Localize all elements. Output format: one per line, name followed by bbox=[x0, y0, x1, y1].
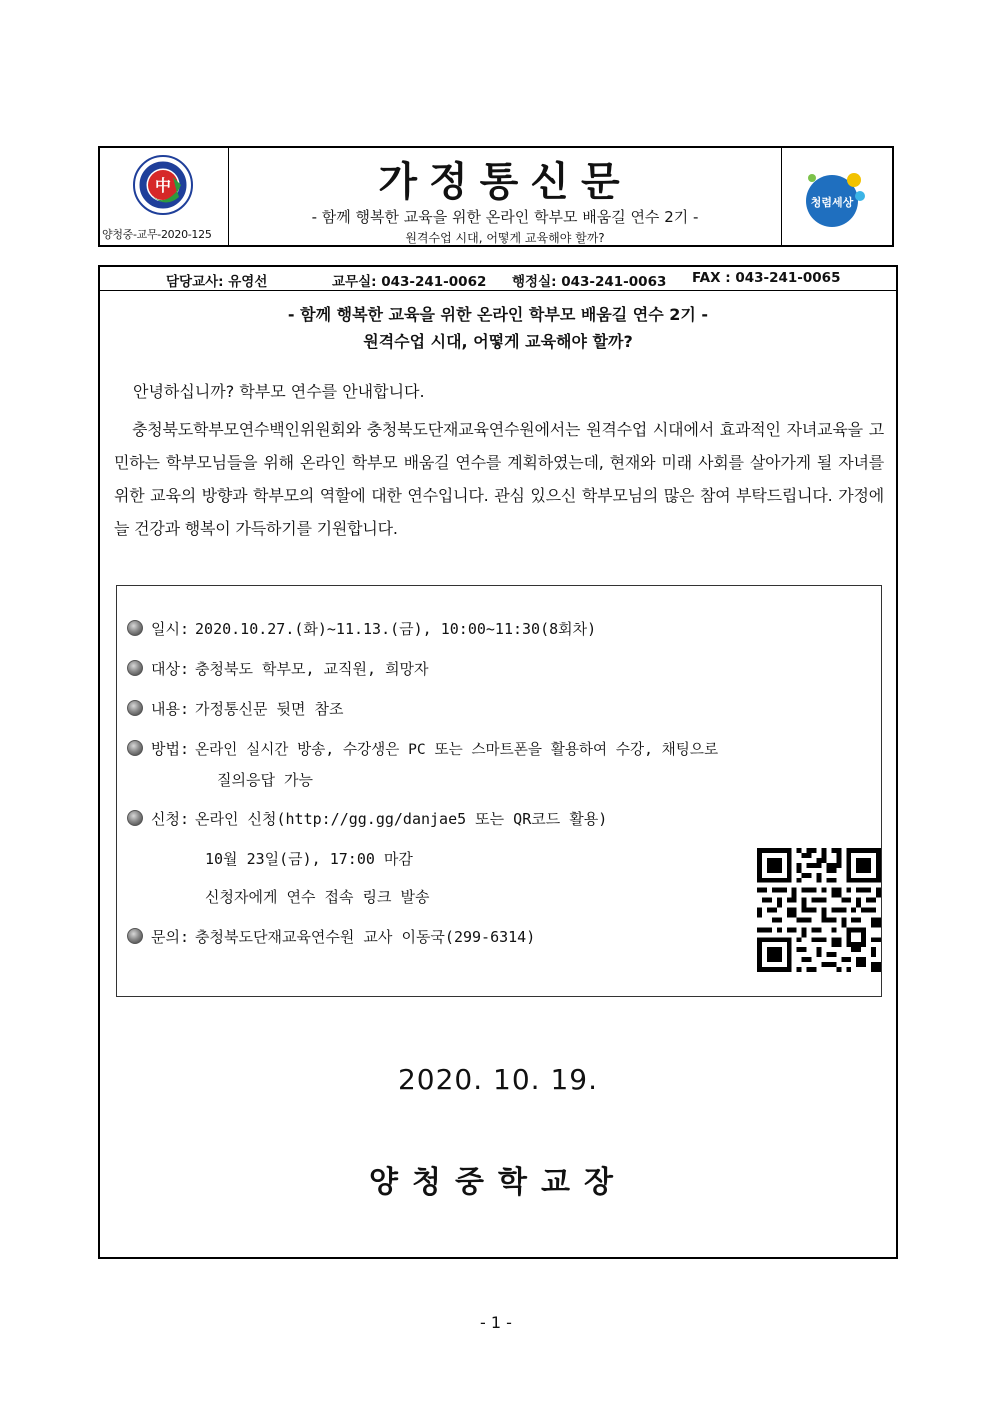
detail-date: 일시: 2020.10.27.(화)~11.13.(금), 10:00~11:30(8회차) bbox=[127, 618, 596, 639]
detail-apply: 신청: 온라인 신청(http://gg.gg/danjae5 또는 QR코드 활용) bbox=[127, 808, 607, 829]
letter-body bbox=[98, 265, 898, 1259]
bullet-icon bbox=[127, 620, 143, 636]
principal-signature: 양청중학교장 bbox=[369, 1165, 627, 1200]
notice-subtitle: 원격수업 시대, 어떻게 교육해야 할까? bbox=[363, 332, 633, 351]
svg-text:청렴세상: 청렴세상 bbox=[810, 196, 854, 209]
detail-method-cont: 질의응답 가능 bbox=[217, 771, 313, 789]
letter-header bbox=[98, 146, 894, 247]
bullet-icon bbox=[127, 660, 143, 676]
detail-apply-link: 신청자에게 연수 접속 링크 발송 bbox=[205, 888, 430, 906]
page-title: 가정통신문 bbox=[378, 159, 632, 205]
bullet-icon bbox=[127, 928, 143, 944]
page-number: - 1 - bbox=[480, 1313, 512, 1332]
bullet-icon bbox=[127, 740, 143, 756]
office-phone: 교무실: 043-241-0062 bbox=[332, 274, 487, 290]
school-logo-cell bbox=[100, 148, 229, 245]
greeting: 안녕하십니까? 학부모 연수를 안내합니다. bbox=[133, 382, 425, 401]
document-number: 양청중-교무-2020-125 bbox=[102, 228, 212, 241]
bullet-icon bbox=[127, 810, 143, 826]
bullet-icon bbox=[127, 700, 143, 716]
detail-content: 내용: 가정통신문 뒷면 참조 bbox=[127, 698, 344, 719]
details-box bbox=[116, 585, 882, 997]
school-emblem-icon bbox=[133, 155, 193, 215]
integrity-logo-icon bbox=[802, 168, 866, 230]
slogan-logo-cell bbox=[781, 148, 892, 245]
fax-number: FAX : 043-241-0065 bbox=[692, 270, 841, 286]
issue-date: 2020. 10. 19. bbox=[397, 1063, 599, 1096]
intro-paragraph: 충청북도학부모연수백인위원회와 충청북도단재교육연수원에서는 원격수업 시대에서 효과적인 자녀교육을 고민하는 학부모님들을 위해 온라인 학부모 배움길 연수를 계획하였는데, 현재와 미래 사회를 살아가게 될 자녀를 위한 교육의 방향과 학부모의 역할에 대한 연수입니다. 관심 있으신 학부모님의 많은 참여 부탁드립니다. 가정에 늘 건강과 행복이 가득하기를 기원합니다. bbox=[114, 420, 884, 538]
notice-title: - 함께 행복한 교육을 위한 온라인 학부모 배움길 연수 2기 - bbox=[287, 305, 709, 324]
detail-inquiry: 문의: 충청북도단재교육연수원 교사 이동국(299-6314) bbox=[127, 926, 535, 947]
contact-bar bbox=[100, 267, 896, 291]
qr-code-icon[interactable] bbox=[757, 848, 881, 972]
admin-phone: 행정실: 043-241-0063 bbox=[512, 274, 667, 290]
svg-text:中: 中 bbox=[154, 176, 172, 195]
header-subtitle: - 함께 행복한 교육을 위한 온라인 학부모 배움길 연수 2기 - bbox=[311, 208, 699, 226]
header-subtitle-2: 원격수업 시대, 어떻게 교육해야 할까? bbox=[405, 231, 605, 245]
detail-target: 대상: 충청북도 학부모, 교직원, 희망자 bbox=[127, 658, 429, 679]
detail-method: 방법: 온라인 실시간 방송, 수강생은 PC 또는 스마트폰을 활용하여 수강, 채팅으로 bbox=[127, 738, 718, 759]
teacher-in-charge: 담당교사: 유영선 bbox=[166, 274, 268, 290]
detail-apply-deadline: 10월 23일(금), 17:00 마감 bbox=[205, 850, 413, 868]
